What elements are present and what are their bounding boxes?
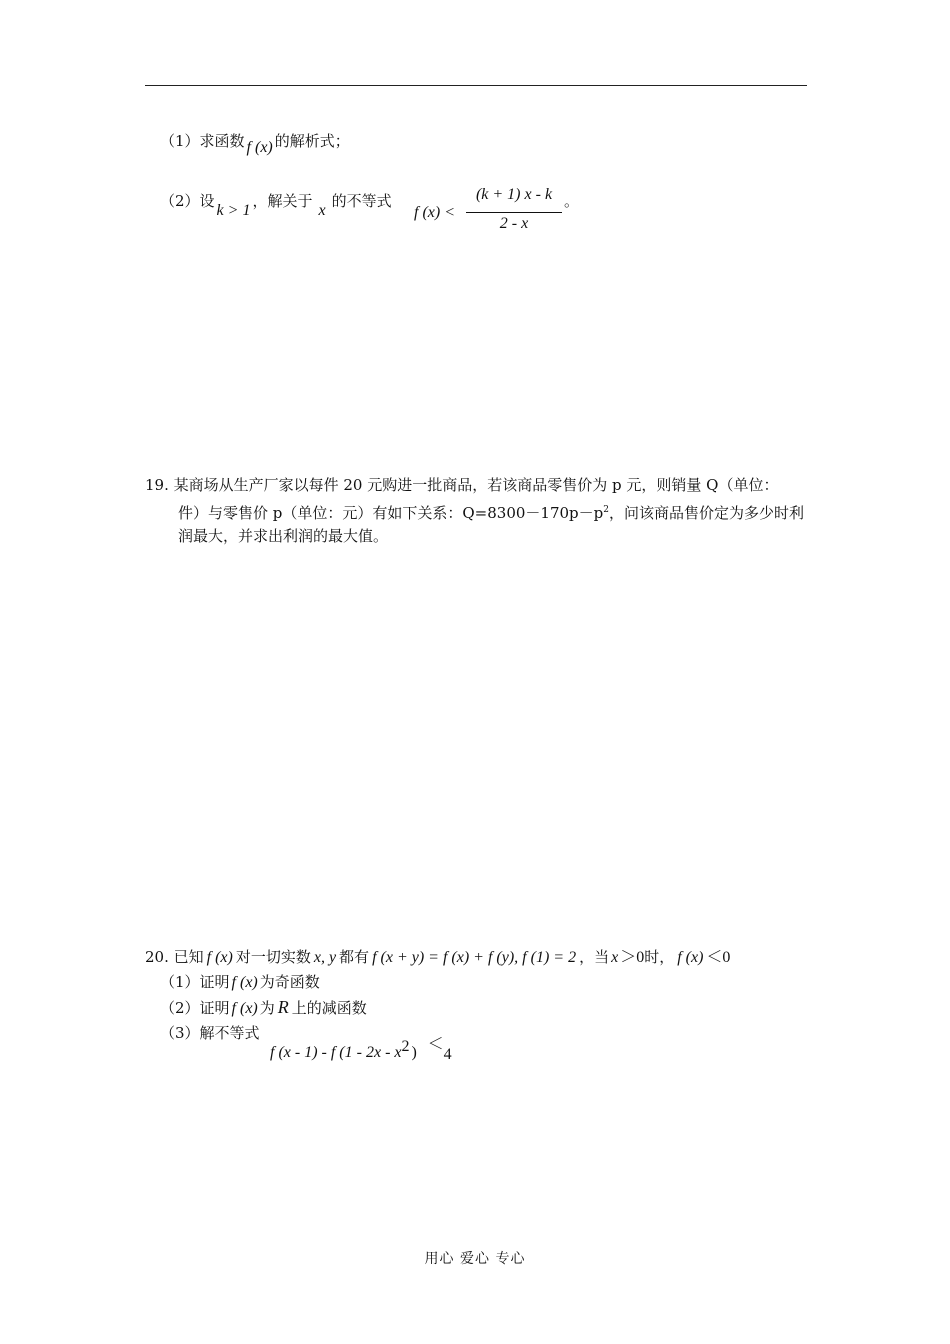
q20-p1-fx: f (x) — [231, 974, 258, 991]
q18-part2-end: 。 — [564, 192, 580, 210]
q19-line2 — [178, 499, 804, 524]
q20-l1-xy: x, y — [313, 949, 337, 966]
q20-line1 — [145, 946, 730, 969]
q20-l1-fx2: f (x) — [677, 949, 704, 966]
q20-p2-b: 为 — [259, 999, 275, 1017]
q19-line2-sup: 2 — [603, 505, 609, 515]
q18-part1 — [160, 130, 350, 156]
q20-p3-four: 4 — [443, 1046, 452, 1063]
q20-l1-a: 20. 已知 — [145, 948, 204, 966]
q18-fraction-denominator: 2 - x — [499, 215, 529, 232]
header-rule — [145, 85, 807, 86]
q18-part1-prefix: （1）求函数 — [160, 132, 245, 150]
q20-l1-eq: f (x + y) = f (x) + f (y), f (1) = 2 — [372, 949, 577, 966]
q19-line2-b: ，问该商品售价定为多少时利 — [608, 504, 804, 522]
q20-p1-b: 为奇函数 — [259, 973, 320, 991]
q20-p2-a: （2）证明 — [160, 999, 230, 1017]
q18-part2-lhs: f (x) < — [414, 204, 455, 221]
q20-l1-c: 都有 — [339, 948, 370, 966]
q18-part1-fx: f (x) — [246, 139, 273, 156]
q18-part2-condition: k > 1 — [216, 202, 251, 219]
q20-part2 — [160, 996, 367, 1020]
q18-part2-mid: ，解关于 — [252, 192, 313, 210]
q20-l1-x: x — [611, 949, 619, 966]
q20-p1-a: （1）证明 — [160, 973, 230, 991]
q20-part1 — [160, 971, 320, 994]
q20-p2-R: R — [277, 997, 289, 1017]
q20-l1-d: ，当 — [579, 948, 610, 966]
q20-p2-fx: f (x) — [231, 1000, 258, 1017]
q19-line1: 19. 某商场从生产厂家以每件 20 元购进一批商品，若该商品零售价为 p 元，则销量 Q（单位： — [145, 476, 779, 494]
q20-l1-lt: ＜0 — [706, 949, 731, 966]
q19-line2-a: 件）与零售价 p（单位：元）有如下关系：Q=8300－170p－p — [178, 504, 604, 522]
q20-l1-fx: f (x) — [206, 949, 233, 966]
q18-part2-mid2: 的不等式 — [331, 192, 392, 210]
q18-part2 — [160, 190, 392, 219]
q20-l1-b: 对一切实数 — [235, 948, 311, 966]
q20-p3-sup: 2 — [401, 1038, 410, 1055]
q18-part1-suffix: 的解析式； — [274, 132, 350, 150]
q18-part2-var: x — [318, 202, 326, 219]
q20-p3-expr: f (x - 1) - f (1 - 2x - x — [270, 1044, 402, 1061]
page-footer: 用心 爱心 专心 — [424, 1251, 526, 1267]
q18-fraction-bar — [466, 212, 562, 213]
q18-part2-prefix: （2）设 — [160, 192, 215, 210]
q18-fraction-numerator: (k + 1) x - k — [475, 186, 553, 203]
q20-p3-close: ) — [411, 1044, 417, 1061]
q20-part3-expr — [270, 1036, 452, 1064]
q19-line3: 润最大，并求出利润的最大值。 — [178, 527, 389, 545]
q20-part3-label: （3）解不等式 — [160, 1024, 260, 1042]
q20-l1-e: 时， — [644, 948, 675, 966]
q20-l1-gt: ＞0 — [620, 949, 645, 966]
q20-p3-lt: ＜ — [427, 1036, 444, 1053]
q20-p2-c: 上的减函数 — [291, 999, 367, 1017]
